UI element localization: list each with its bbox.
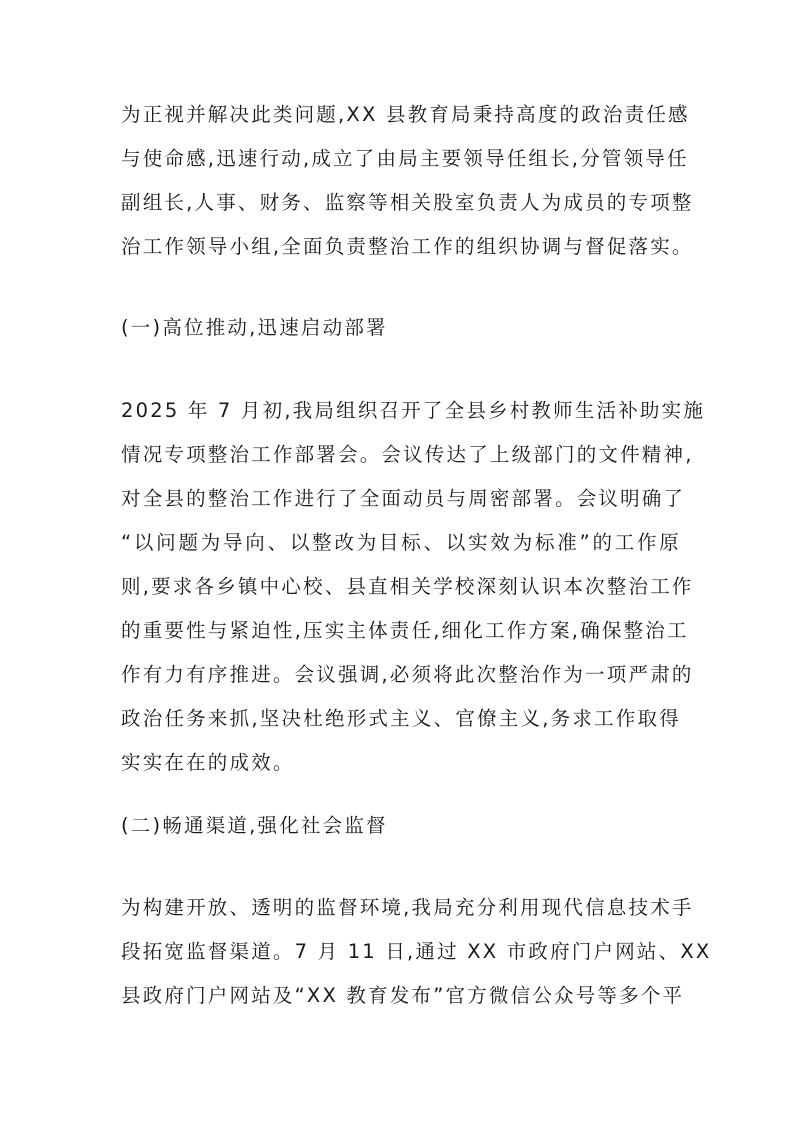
heading-text: (二)畅通渠道,强化社会监督 xyxy=(121,814,388,837)
text-line: 治工作领导小组,全面负责整治工作的组织协调与督促落实。 xyxy=(121,235,694,258)
text-line: 对全县的整治工作进行了全面动员与周密部署。会议明确了 xyxy=(121,487,686,510)
text-line: 为构建开放、透明的监督环境,我局充分利用现代信息技术手 xyxy=(121,896,694,919)
text-line: “以问题为导向、以整改为目标、以实效为标准”的工作原 xyxy=(121,531,681,554)
text-line: 实实在在的成效。 xyxy=(121,751,295,774)
section-heading-1 xyxy=(121,306,681,350)
text-line: 与使命感,迅速行动,成立了由局主要领导任组长,分管领导任 xyxy=(121,147,689,170)
text-line: 则,要求各乡镇中心校、县直相关学校深刻认识本次整治工作 xyxy=(121,575,694,598)
section-heading-2 xyxy=(121,804,681,848)
paragraph-supervision xyxy=(121,886,712,1018)
text-line: 为正视并解决此类问题,XX 县教育局秉持高度的政治责任感 xyxy=(121,103,690,126)
text-line: 作有力有序推进。会议强调,必须将此次整治作为一项严肃的 xyxy=(121,663,694,686)
text-line: 2025 年 7 月初,我局组织召开了全县乡村教师生活补助实施 xyxy=(121,399,706,422)
text-line: 情况专项整治工作部署会。会议传达了上级部门的文件精神, xyxy=(121,443,694,466)
text-line: 县政府门户网站及“XX 教育发布”官方微信公众号等多个平 xyxy=(121,984,685,1007)
text-line: 政治任务来抓,坚决杜绝形式主义、官僚主义,务求工作取得 xyxy=(121,707,681,730)
text-line: 的重要性与紧迫性,压实主体责任,细化工作方案,确保整治工 xyxy=(121,619,689,642)
text-line: 副组长,人事、财务、监察等相关股室负责人为成员的专项整 xyxy=(121,191,694,214)
paragraph-intro xyxy=(121,93,694,269)
text-line: 段拓宽监督渠道。7 月 11 日,通过 XX 市政府门户网站、XX xyxy=(121,940,712,963)
paragraph-deployment xyxy=(121,389,706,785)
heading-text: (一)高位推动,迅速启动部署 xyxy=(121,316,388,339)
